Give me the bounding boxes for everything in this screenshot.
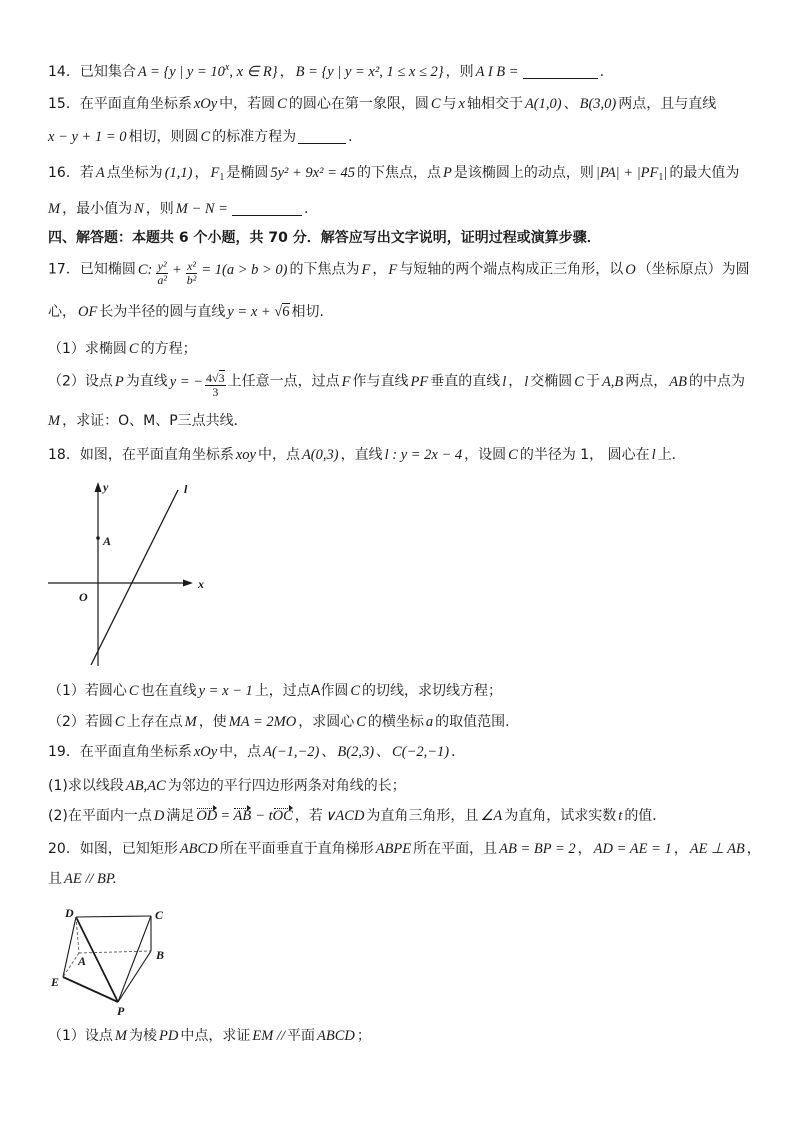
math-expr: O [625, 261, 636, 278]
vertex-a-label: A [78, 954, 87, 968]
question-18 [48, 446, 676, 468]
math-expr: C [574, 373, 584, 390]
text-run: 也在直线 [140, 683, 197, 699]
math-expr: ∨ACD [324, 808, 365, 824]
text-run: ， [577, 841, 592, 857]
text-run: 与短轴的两个端点构成正三角形，以 [399, 261, 624, 278]
set-b-expression: B = {y | y = x², 1 ≤ x ≤ 2} [295, 64, 444, 80]
section-heading [48, 229, 601, 251]
math-expr: A(−1,−2) [263, 744, 320, 760]
figure-solid-abcd-abpe [40, 900, 180, 1020]
text-run: ， [194, 165, 209, 181]
line-l-label: l [184, 482, 188, 496]
math-expr: = [221, 808, 230, 824]
math-expr: l [502, 373, 507, 390]
text-run: 的取值范围. [435, 714, 510, 730]
math-expr: C [350, 683, 361, 699]
fraction-denominator: a² [157, 273, 167, 287]
fraction-x2-over-b2 [186, 260, 198, 287]
math-expr: = 1(a > b > 0) [201, 261, 288, 278]
math-expr: C [430, 96, 441, 112]
math-expr: ABCD [179, 841, 218, 857]
text-run: 所在平面，且 [413, 841, 498, 857]
question-17-line-1 [48, 260, 750, 287]
text-run: ，最小值为 [62, 201, 133, 217]
x-axis-label: x [198, 577, 204, 591]
text-run: 、 [376, 744, 391, 760]
text-run: 中，点 [257, 447, 300, 463]
text-run: 的下焦点，点 [356, 165, 441, 181]
text-run: 的方程； [140, 341, 197, 357]
text-run: ，直线 [340, 447, 383, 463]
radicand: 6 [282, 304, 290, 320]
ellipse-equation: 5y² + 9x² = 45 [270, 165, 355, 181]
subscript: 1 [658, 172, 664, 183]
math-expr: EM // [252, 1028, 285, 1044]
text-run: 中点，求证 [180, 1028, 251, 1044]
math-expr: C: [137, 261, 153, 278]
math-run: , x ∈ R} [229, 64, 278, 80]
tangent-line-expression [227, 304, 289, 320]
fraction-y2-over-a2 [156, 260, 168, 287]
text-run: （2）设点 [48, 373, 113, 390]
math-expr: (1,1) [164, 165, 193, 181]
text-run: 为直角三角形，且 [366, 808, 479, 824]
question-15-line-1 [48, 95, 716, 117]
text-run: ， [372, 261, 387, 278]
text-run: （1）设点 [48, 1028, 113, 1044]
math-run: y = x + [227, 304, 275, 320]
question-19-part-2 [48, 807, 666, 829]
text-run: （坐标原点）为圆 [637, 261, 750, 278]
focus-f1 [210, 165, 224, 181]
answer-blank [232, 201, 302, 216]
math-expr: N [134, 201, 144, 217]
y-axis-label: y [103, 480, 109, 494]
math-expr: y = − [169, 373, 204, 390]
text-run: 、 [321, 744, 336, 760]
math-expr: MA = 2MO [228, 714, 297, 730]
edge-ab-hidden [79, 951, 151, 953]
line-l [91, 490, 178, 665]
text-run: 交椭圆 [530, 373, 573, 390]
text-run: 的值． [624, 808, 667, 824]
math-expr: ∠A [480, 808, 503, 824]
math-expr: t [618, 808, 623, 824]
question-number-text: 14． [48, 64, 80, 80]
text-run: 相切. [291, 304, 324, 320]
fraction-numerator: y² [157, 259, 167, 273]
subscript: 1 [219, 172, 225, 183]
text-run: 长为半径的圆与直线 [99, 304, 226, 320]
text-run: （1）求椭圆 [48, 341, 127, 357]
question-20-part-1 [48, 1027, 371, 1049]
math-expr: AE // BP. [64, 871, 117, 887]
vector-od: OD [196, 808, 218, 824]
math-expr: xoy [235, 447, 256, 463]
text-run: 15．在平面直角坐标系 [48, 96, 192, 112]
math-expr: x [458, 96, 465, 112]
text-run: 作与直线 [352, 373, 409, 390]
text-run: . [303, 201, 309, 217]
math-expr: AB,AC [125, 778, 166, 794]
text-run: 、 [563, 96, 578, 112]
question-18-part-2 [48, 713, 510, 735]
text-run: 上存在点 [126, 714, 183, 730]
math-expr: M [48, 413, 61, 429]
text-run: 20．如图，已知矩形 [48, 841, 178, 857]
math-expr: P [442, 165, 452, 181]
text-run: 的圆心在第一象限，圆 [288, 96, 429, 112]
text-run: ， [279, 64, 294, 80]
text-run: 心， [48, 304, 76, 320]
vertex-e-label: E [51, 975, 60, 989]
math-run: 4 [206, 371, 213, 385]
math-expr: M [184, 714, 197, 730]
math-expr: xOy [193, 96, 218, 112]
text-run: . [599, 64, 605, 80]
intersection-expression: A I B = [475, 64, 519, 80]
text-run: 的标准方程为 [212, 129, 297, 145]
text-run: 中，若圆 [219, 96, 276, 112]
text-run: 19．在平面直角坐标系 [48, 744, 192, 760]
question-15-line-2 [48, 128, 353, 150]
question-19 [48, 743, 465, 765]
question-20-line-2 [48, 870, 119, 892]
text-run: 的半径为 1， 圆心在 [519, 447, 650, 463]
text-run: . [348, 129, 353, 145]
fraction-denominator: b² [186, 273, 197, 287]
math-run: F [210, 165, 220, 181]
text-run: 的最大值为 [669, 165, 740, 181]
math-expr: C [128, 341, 139, 357]
vertex-d-label: D [65, 906, 74, 920]
math-expr: B(3,0) [579, 96, 617, 112]
x-axis-arrow-icon [183, 580, 193, 587]
text-run: 的中点为 [689, 373, 746, 390]
math-expr: F [361, 261, 371, 278]
text-run: ； [356, 1028, 371, 1044]
fraction-4root3-over-3 [205, 372, 226, 399]
math-expr: − t [255, 808, 273, 824]
vertex-c-label: C [155, 908, 164, 922]
text-run: ，求圆心 [298, 714, 355, 730]
answer-blank [298, 129, 346, 144]
text-run: 为直线 [125, 373, 168, 390]
section-heading-text: 四、解答题：本题共 6 个小题，共 70 分．解答应写出文字说明，证明过程或演算步骤． [48, 230, 601, 246]
text-run: （2）若圆 [48, 714, 113, 730]
distance-sum-expression [596, 165, 668, 181]
math-expr: xOy [193, 744, 218, 760]
math-expr: F [341, 373, 351, 390]
radical-sign: √ [212, 371, 219, 385]
fraction-numerator [205, 372, 226, 385]
text-run: 已知集合 [79, 64, 136, 80]
math-run: |PA| + |PF [595, 165, 659, 181]
text-run: 为棱 [129, 1028, 158, 1044]
math-expr: B(2,3) [337, 744, 375, 760]
vector-oc: OC [272, 808, 293, 824]
math-expr: AD = AE = 1 [593, 841, 672, 857]
math-expr: l [651, 447, 656, 463]
question-19-part-1 [48, 777, 406, 799]
question-17-part-2-line-1 [48, 372, 745, 399]
edge-dc [76, 916, 151, 917]
text-run: 点坐标为 [106, 165, 163, 181]
edge-ep [63, 977, 118, 1002]
figure-coordinate-plane [40, 470, 210, 675]
text-run: 是椭圆 [226, 165, 269, 181]
text-run: 两点， [625, 373, 668, 390]
math-expr: C [114, 714, 125, 730]
line-equation: x − y + 1 = 0 [48, 129, 127, 145]
text-run: 于 [585, 373, 600, 390]
math-expr: ABCD [316, 1028, 355, 1044]
text-run: 上. [657, 447, 677, 463]
question-16-line-1 [48, 164, 739, 187]
superscript: x [224, 62, 230, 73]
math-expr: AB [669, 373, 688, 390]
vertex-p-label: P [117, 1004, 125, 1018]
text-run: ，设圆 [464, 447, 507, 463]
math-expr: A [95, 165, 105, 181]
math-run: | [663, 165, 668, 181]
text-run: ， [673, 841, 688, 857]
text-run: 的下焦点为 [289, 261, 360, 278]
math-expr: ABPE [375, 841, 412, 857]
text-run: 两点，且与直线 [618, 96, 717, 112]
text-run: ，求证：O、M、P三点共线． [62, 413, 248, 429]
text-run: 与 [442, 96, 457, 112]
question-17-part-1 [48, 340, 197, 362]
question-17-part-2-line-2 [48, 412, 248, 434]
text-run: 上任意一点，过点 [227, 373, 340, 390]
text-run: 且 [48, 871, 62, 887]
math-expr: C [277, 96, 287, 112]
y-axis-arrow-icon [95, 482, 102, 492]
text-run: 为直角，试求实数 [504, 808, 617, 824]
question-14 [48, 59, 604, 85]
math-expr: C [200, 129, 211, 145]
math-expr: PF [410, 373, 429, 390]
set-a-expression [138, 64, 278, 80]
math-expr: OF [78, 304, 98, 320]
math-expr: AE ⊥ AB [689, 841, 745, 857]
text-run: 的切线，求切线方程； [362, 683, 503, 699]
text-run: 平面 [286, 1028, 315, 1044]
math-expr: PD [159, 1028, 179, 1044]
text-run: ，使 [198, 714, 227, 730]
vertex-b-label: B [156, 948, 165, 962]
text-run: (2)在平面内一点 [48, 808, 152, 824]
text-run: 的横坐标 [367, 714, 424, 730]
text-run: 相切，则圆 [128, 129, 199, 145]
text-run: （1）若圆心 [48, 683, 127, 699]
point-a-label: A [103, 534, 112, 548]
radical-sign: √ [274, 304, 283, 320]
text-run: 轴相交于 [466, 96, 523, 112]
text-run: 17．已知椭圆 [48, 261, 136, 278]
math-expr: C [356, 714, 366, 730]
text-run: 是该椭圆上的动点，则 [453, 165, 594, 181]
math-expr: A,B [601, 373, 624, 390]
math-expr: y = x − 1 [198, 683, 253, 699]
math-expr: P [114, 373, 124, 390]
math-expr: A(0,3) [301, 447, 339, 463]
fraction-numerator: x² [187, 259, 196, 273]
math-expr: M [48, 201, 61, 217]
answer-blank [523, 64, 598, 79]
math-expr: C [508, 447, 518, 463]
text-run: 18．如图，在平面直角坐标系 [48, 447, 234, 463]
radicand: 3 [218, 371, 225, 385]
text-run: ， [508, 373, 523, 390]
math-run: A = {y | y = 10 [137, 64, 225, 80]
math-expr: AB = BP = 2 [499, 841, 576, 857]
text-run: ． [451, 744, 466, 760]
math-expr: a [425, 714, 434, 730]
text-run: ， [746, 841, 761, 857]
vector-ab: AB [233, 808, 252, 824]
text-run: ，则 [145, 201, 174, 217]
math-expr: M − N = [175, 201, 228, 217]
text-run: ，若 [294, 808, 323, 824]
text-run: 为邻边的平行四边形两条对角线的长； [167, 778, 406, 794]
point-a [96, 536, 100, 540]
question-18-part-1 [48, 682, 502, 704]
text-run: 所在平面垂直于直角梯形 [219, 841, 374, 857]
text-run: 满足 [166, 808, 195, 824]
question-20-line-1 [48, 840, 761, 862]
question-16-line-2 [48, 200, 308, 222]
math-expr: + [171, 261, 182, 278]
origin-label: O [79, 590, 88, 604]
text-run: 16．若 [48, 165, 94, 181]
math-expr: F [388, 261, 398, 278]
math-expr: l [524, 373, 529, 390]
fraction-denominator: 3 [205, 385, 226, 399]
math-expr: A(1,0) [524, 96, 562, 112]
text-run: ，则 [445, 64, 474, 80]
line-l-equation: l : y = 2x − 4 [384, 447, 463, 463]
text-run: 中，点 [219, 744, 262, 760]
text-run: (1)求以线段 [48, 778, 124, 794]
math-expr: D [153, 808, 165, 824]
question-17-line-2 [48, 303, 324, 325]
math-expr: C [128, 683, 139, 699]
math-expr: M [114, 1028, 128, 1044]
text-run: 上，过点A作圆 [254, 683, 349, 699]
math-expr: C(−2,−1) [392, 744, 450, 760]
text-run: 垂直的直线 [430, 373, 501, 390]
